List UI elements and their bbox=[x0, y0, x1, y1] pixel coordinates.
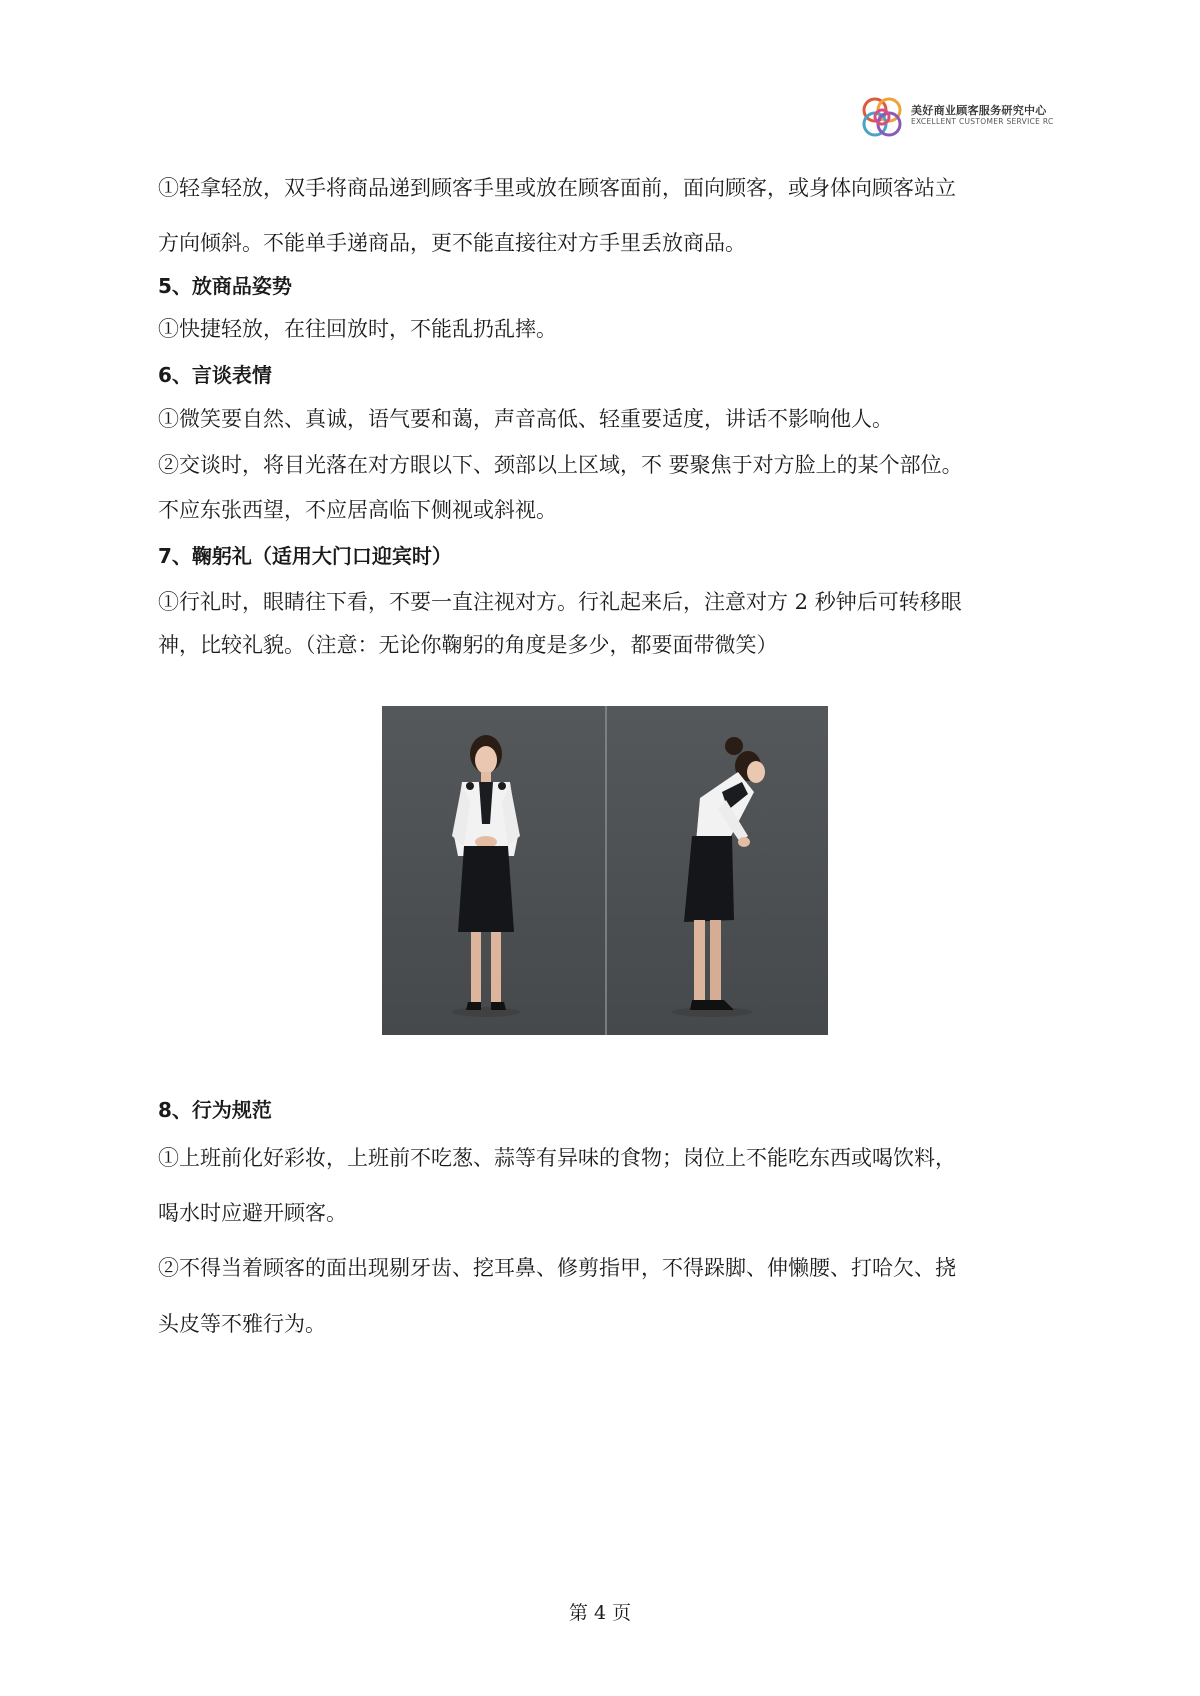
paragraph-line: ①上班前化好彩妆，上班前不吃葱、蒜等有异味的食物；岗位上不能吃东西或喝饮料， bbox=[158, 1146, 956, 1170]
logo-chinese-name: 美好商业顾客服务研究中心 bbox=[911, 104, 1047, 117]
header-logo bbox=[857, 92, 1054, 142]
paragraph-line: 喝水时应避开顾客。 bbox=[158, 1201, 347, 1225]
paragraph-line: ①微笑要自然、真诚，语气要和蔼，声音高低、轻重要适度，讲话不影响他人。 bbox=[158, 407, 893, 431]
paragraph-line: 神，比较礼貌。（注意：无论你鞠躬的角度是多少，都要面带微笑） bbox=[158, 633, 778, 657]
paragraph-line: ①快捷轻放，在往回放时，不能乱扔乱摔。 bbox=[158, 317, 557, 341]
bowing-etiquette-photo bbox=[382, 706, 828, 1035]
paragraph-line: ②交谈时，将目光落在对方眼以下、颈部以上区域，不 要聚焦于对方脸上的某个部位。 bbox=[158, 453, 963, 477]
logo-knot-icon bbox=[857, 92, 907, 142]
paragraph-line: 方向倾斜。不能单手递商品，更不能直接往对方手里丢放商品。 bbox=[158, 231, 746, 255]
paragraph-line: ①行礼时，眼睛往下看，不要一直注视对方。行礼起来后，注意对方 2 秒钟后可转移眼 bbox=[158, 590, 962, 614]
page-number: 第 4 页 bbox=[568, 1602, 632, 1624]
paragraph-line: 头皮等不雅行为。 bbox=[158, 1312, 326, 1336]
section-heading-8: 8、行为规范 bbox=[158, 1098, 272, 1122]
section-heading-6: 6、言谈表情 bbox=[158, 363, 272, 387]
paragraph-line: ①轻拿轻放，双手将商品递到顾客手里或放在顾客面前，面向顾客，或身体向顾客站立 bbox=[158, 176, 956, 200]
paragraph-line: ②不得当着顾客的面出现剔牙齿、挖耳鼻、修剪指甲，不得跺脚、伸懒腰、打哈欠、挠 bbox=[158, 1256, 956, 1280]
logo-english-name: EXCELLENT CUSTOMER SERVICE RC bbox=[911, 117, 1054, 126]
paragraph-line: 不应东张西望，不应居高临下侧视或斜视。 bbox=[158, 498, 557, 522]
section-heading-5: 5、放商品姿势 bbox=[158, 274, 292, 298]
section-heading-7: 7、鞠躬礼（适用大门口迎宾时） bbox=[158, 544, 452, 568]
